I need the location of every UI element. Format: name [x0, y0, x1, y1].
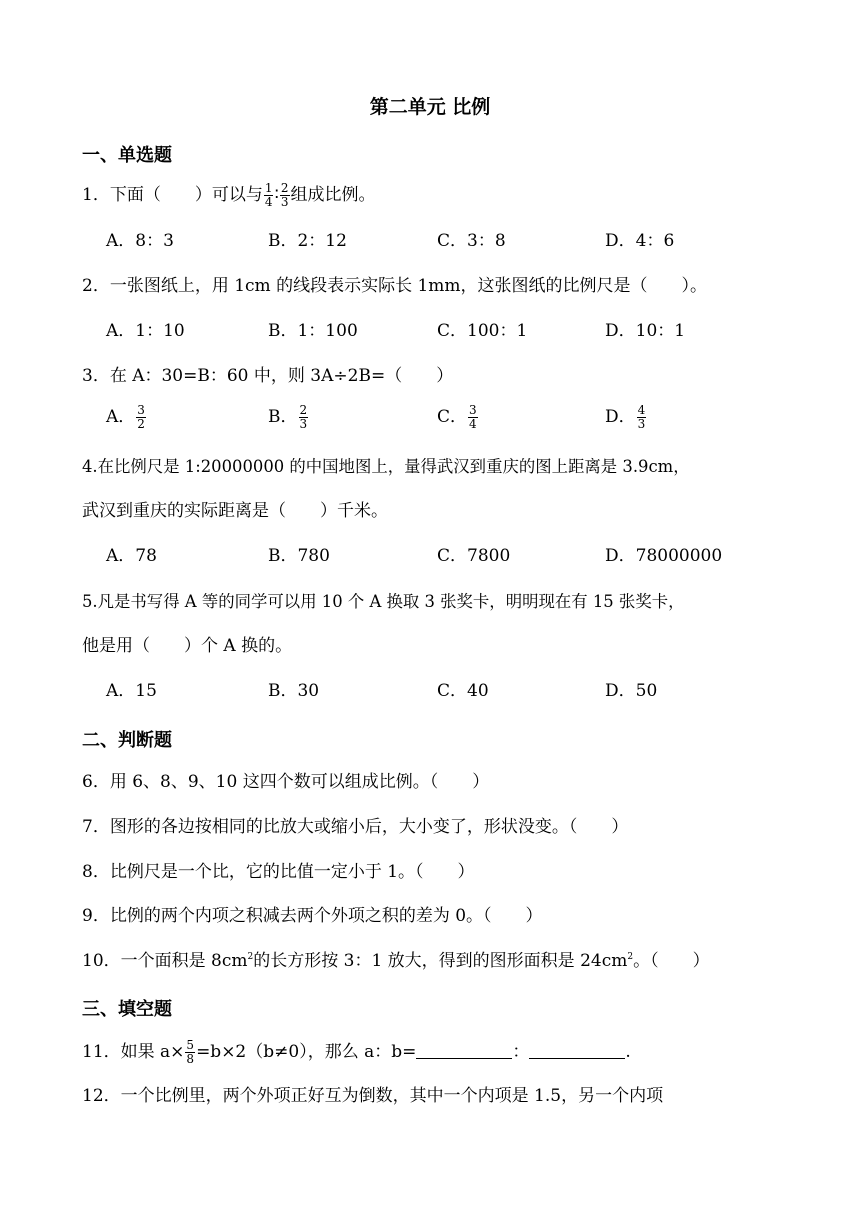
q1-option-c[interactable]: C．3：8: [437, 231, 506, 251]
question-5-line-2: 他是用（ ）个 A 换的。: [82, 636, 293, 656]
question-8: 8．比例尺是一个比，它的比值一定小于 1。（ ）: [82, 862, 475, 882]
q3-option-b[interactable]: B． $\frac{2}{3}$: [268, 403, 308, 431]
question-3: 3．在 A：30=B：60 中，则 3A÷2B=（ ）: [82, 366, 454, 386]
q3-option-d[interactable]: D． $\frac{4}{3}$: [605, 403, 646, 431]
section-heading-true-false: 二、判断题: [82, 730, 172, 751]
q3-option-a[interactable]: A． $\frac{3}{2}$: [106, 403, 145, 431]
q2-option-b[interactable]: B．1：100: [268, 321, 358, 341]
q2-option-d[interactable]: D．10：1: [605, 321, 686, 341]
q5-option-a[interactable]: A．15: [106, 681, 157, 701]
question-1-suffix: 组成比例。: [290, 185, 376, 205]
answer-blank-1[interactable]: [416, 1042, 512, 1059]
fraction-1-4: $\frac{1}{4}$: [264, 181, 273, 209]
answer-blank-2[interactable]: [529, 1042, 625, 1059]
section-heading-single-choice: 一、单选题: [82, 145, 172, 166]
q1-option-b[interactable]: B．2：12: [268, 231, 347, 251]
q4-option-a[interactable]: A．78: [106, 546, 157, 566]
fraction-5-8: $\frac{5}{8}$: [186, 1038, 195, 1066]
section-heading-fill-blank: 三、填空题: [82, 999, 172, 1020]
question-10: 10．一个面积是 $8cm^2$的长方形按 3：1 放大，得到的图形面积是 $24cm^2$。（ ）: [82, 951, 710, 971]
q1-option-d[interactable]: D．4：6: [605, 231, 675, 251]
question-6: 6．用 6、8、9、10 这四个数可以组成比例。（ ）: [82, 772, 490, 792]
question-12: 12．一个比例里，两个外项正好互为倒数，其中一个内项是 1.5，另一个内项: [82, 1086, 664, 1106]
q5-option-d[interactable]: D．50: [605, 681, 658, 701]
q5-option-c[interactable]: C．40: [437, 681, 489, 701]
q4-option-c[interactable]: C．7800: [437, 546, 511, 566]
question-1-prefix: 1．下面（ ）可以与: [82, 185, 263, 205]
fraction-2-3: $\frac{2}{3}$: [280, 181, 289, 209]
question-1: 1．下面（ ）可以与 $\frac{1}{4}$ ∶ $\frac{2}{3}$ 组成比例。: [82, 181, 376, 209]
question-5-line-1: 5.凡是书写得 A 等的同学可以用 10 个 A 换取 3 张奖卡，明明现在有 15 张奖卡，: [82, 592, 685, 611]
question-11: 11．如果 a× $\frac{5}{8}$ =b×2（b≠0），那么 a：b= ： .: [82, 1038, 631, 1066]
question-9: 9．比例的两个内项之积减去两个外项之积的差为 0。（ ）: [82, 906, 543, 926]
q4-option-b[interactable]: B．780: [268, 546, 330, 566]
q5-option-b[interactable]: B．30: [268, 681, 320, 701]
question-7: 7．图形的各边按相同的比放大或缩小后，大小变了，形状没变。（ ）: [82, 817, 629, 837]
q1-option-a[interactable]: A．8：3: [106, 231, 174, 251]
q2-option-c[interactable]: C．100：1: [437, 321, 528, 341]
q3-option-c[interactable]: C． $\frac{3}{4}$: [437, 403, 477, 431]
question-2: 2．一张图纸上，用 1cm 的线段表示实际长 1mm，这张图纸的比例尺是（ ）。: [82, 276, 708, 296]
question-4-line-2: 武汉到重庆的实际距离是（ ）千米。: [82, 501, 388, 521]
q4-option-d[interactable]: D．78000000: [605, 546, 723, 566]
page-title: 第二单元 比例: [369, 96, 491, 118]
q2-option-a[interactable]: A．1：10: [106, 321, 185, 341]
question-4-line-1: 4.在比例尺是 1:20000000 的中国地图上，量得武汉到重庆的图上距离是 3.9cm，: [82, 457, 690, 476]
